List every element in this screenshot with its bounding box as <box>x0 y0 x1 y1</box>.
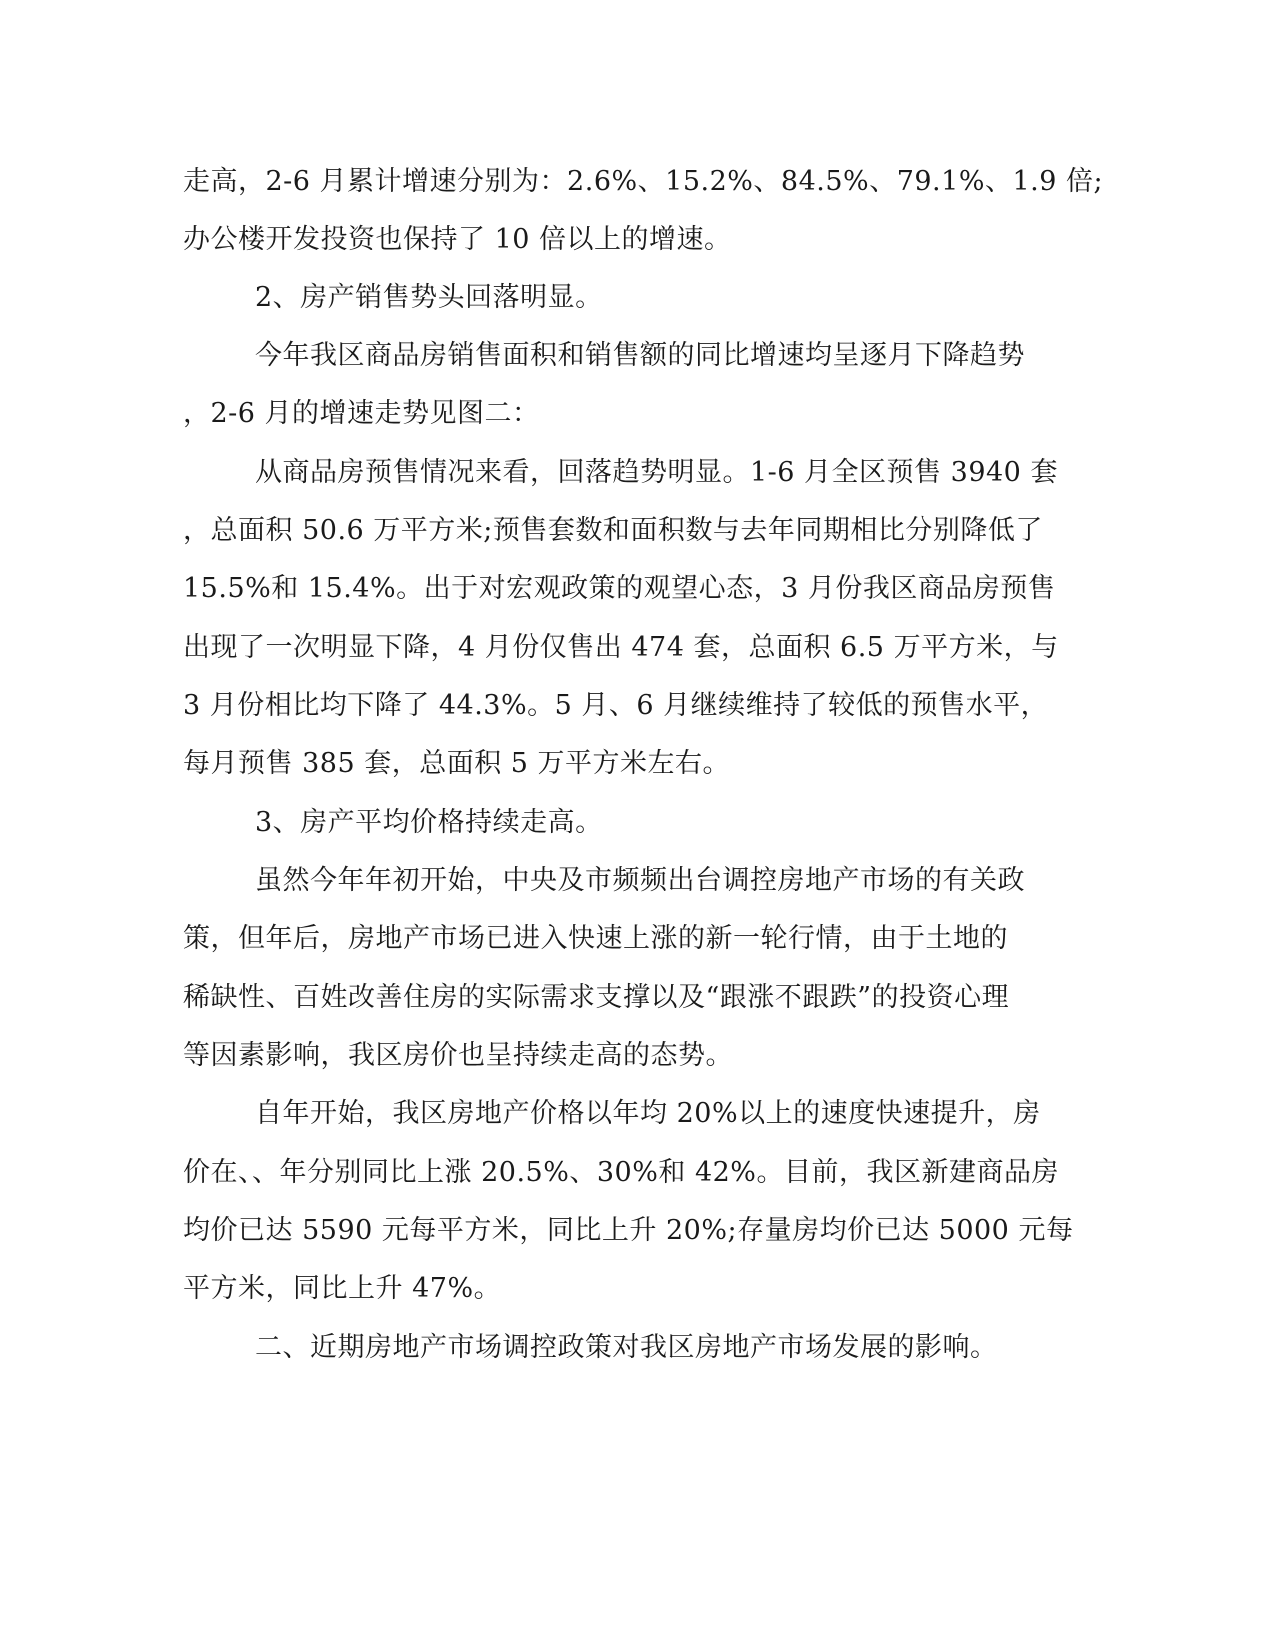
text-line: ，总面积 50.6 万平方米;预售套数和面积数与去年同期相比分别降低了 <box>183 515 1043 546</box>
text-line: 虽然今年年初开始，中央及市频频出台调控房地产市场的有关政 <box>255 865 1025 896</box>
text-line: 每月预售 385 套，总面积 5 万平方米左右。 <box>183 748 731 779</box>
text-line: 自年开始，我区房地产价格以年均 20%以上的速度快速提升，房 <box>255 1098 1041 1129</box>
text-line: 今年我区商品房销售面积和销售额的同比增速均呈逐月下降趋势 <box>255 340 1025 371</box>
text-line: 均价已达 5590 元每平方米，同比上升 20%;存量房均价已达 5000 元每 <box>183 1215 1074 1246</box>
text-line: 从商品房预售情况来看，回落趋势明显。1-6 月全区预售 3940 套 <box>255 457 1058 488</box>
text-line: 3、房产平均价格持续走高。 <box>255 807 603 838</box>
text-line: 3 月份相比均下降了 44.3%。5 月、6 月继续维持了较低的预售水平， <box>183 690 1049 721</box>
text-line: 办公楼开发投资也保持了 10 倍以上的增速。 <box>183 224 732 255</box>
text-line: 策，但年后，房地产市场已进入快速上涨的新一轮行情，由于土地的 <box>183 923 1008 954</box>
text-line: 稀缺性、百姓改善住房的实际需求支撑以及“跟涨不跟跌”的投资心理 <box>183 982 1010 1013</box>
text-line: 价在、、年分别同比上涨 20.5%、30%和 42%。目前，我区新建商品房 <box>183 1157 1059 1188</box>
text-line: 平方米，同比上升 47%。 <box>183 1273 502 1304</box>
text-line: 15.5%和 15.4%。出于对宏观政策的观望心态，3 月份我区商品房预售 <box>183 573 1056 604</box>
text-line: 二、近期房地产市场调控政策对我区房地产市场发展的影响。 <box>255 1332 998 1363</box>
text-line: ，2-6 月的增速走势见图二： <box>183 398 540 429</box>
text-line: 2、房产销售势头回落明显。 <box>255 282 603 313</box>
text-line: 出现了一次明显下降，4 月份仅售出 474 套，总面积 6.5 万平方米，与 <box>183 632 1059 663</box>
text-line: 等因素影响，我区房价也呈持续走高的态势。 <box>183 1040 733 1071</box>
text-line: 走高，2-6 月累计增速分别为：2.6%、15.2%、84.5%、79.1%、1.9 倍; <box>183 166 1104 197</box>
